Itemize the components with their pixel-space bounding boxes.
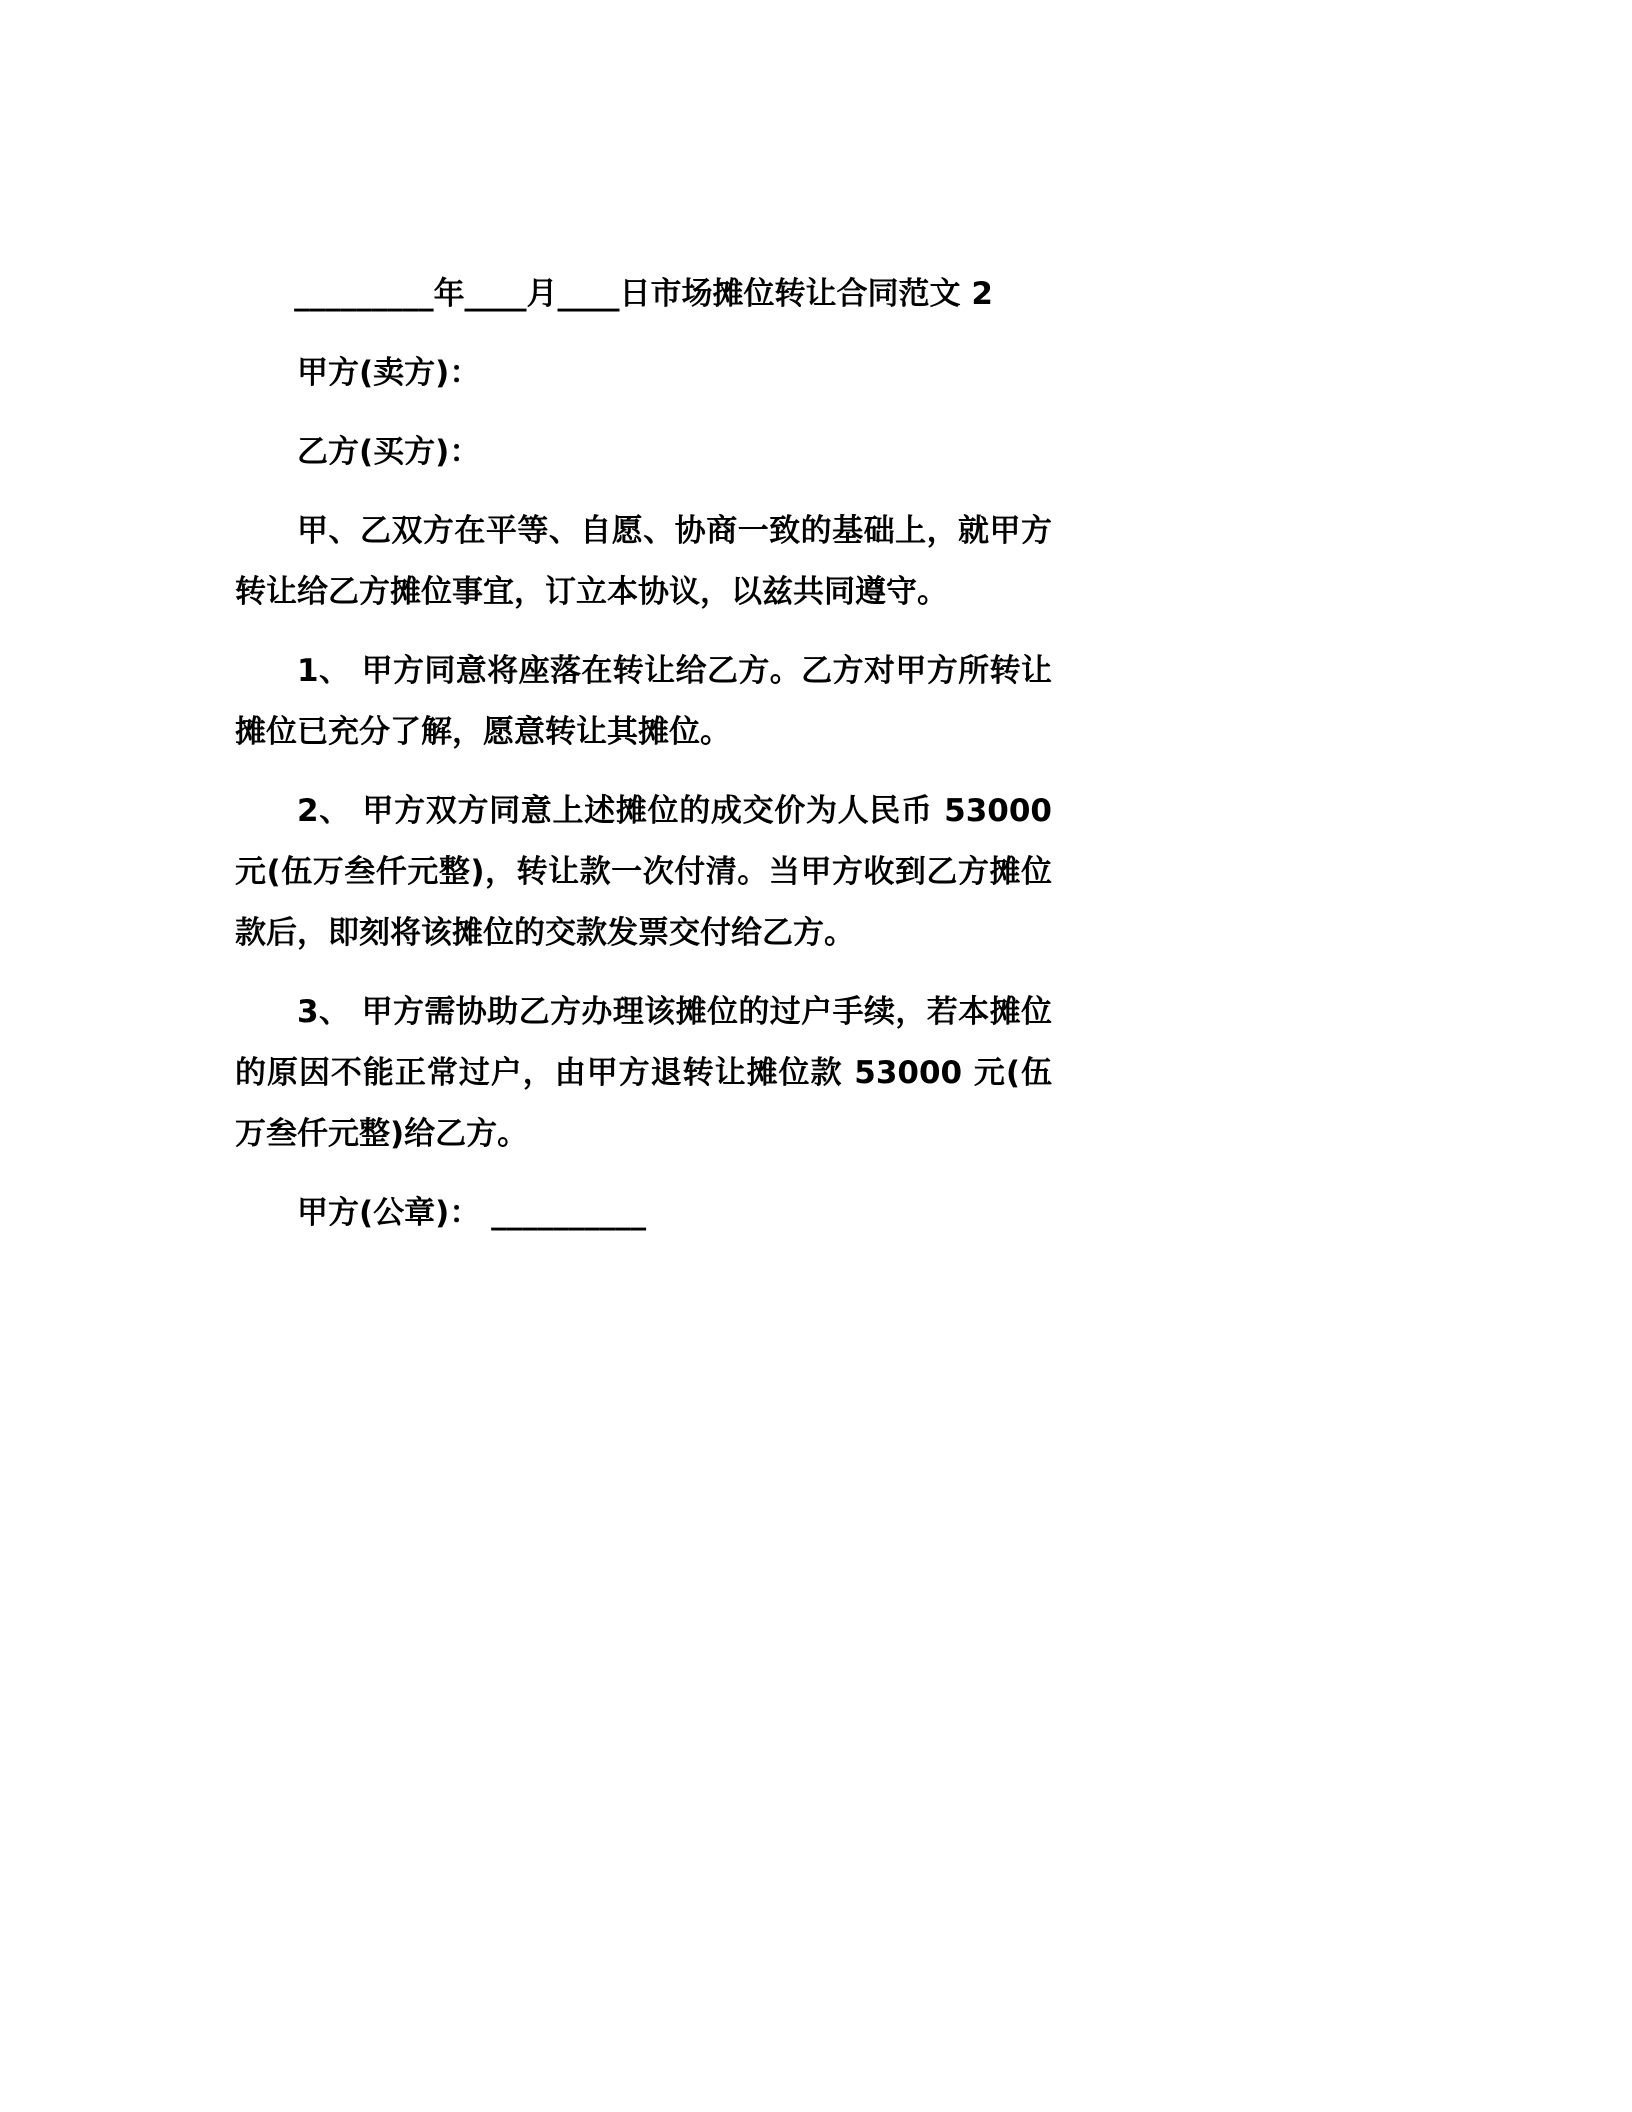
document-title: _________年____月____日市场摊位转让合同范文 2 xyxy=(294,276,993,312)
clause-3-paragraph: 3、 甲方需协助乙方办理该摊位的过户手续，若本摊位的原因不能正常过户，由甲方退转让摊位款 53000 元(伍万叁仟元整)给乙方。 xyxy=(235,994,1052,1152)
clause-1-paragraph: 1、 甲方同意将座落在转让给乙方。乙方对甲方所转让摊位已充分了解，愿意转让其摊位。 xyxy=(235,653,1052,750)
party-a-seller-line: 甲方(卖方)： xyxy=(297,355,481,391)
party-a-seal-signature-line: 甲方(公章)： __________ xyxy=(297,1195,647,1231)
preamble-paragraph: 甲、乙双方在平等、自愿、协商一致的基础上，就甲方转让给乙方摊位事宜，订立本协议，以兹共同遵守。 xyxy=(235,513,1052,610)
party-b-buyer-line: 乙方(买方)： xyxy=(297,434,481,470)
clause-2-paragraph: 2、 甲方双方同意上述摊位的成交价为人民币 53000 元(伍万叁仟元整)，转让款一次付清。当甲方收到乙方摊位款后，即刻将该摊位的交款发票交付给乙方。 xyxy=(235,793,1052,951)
